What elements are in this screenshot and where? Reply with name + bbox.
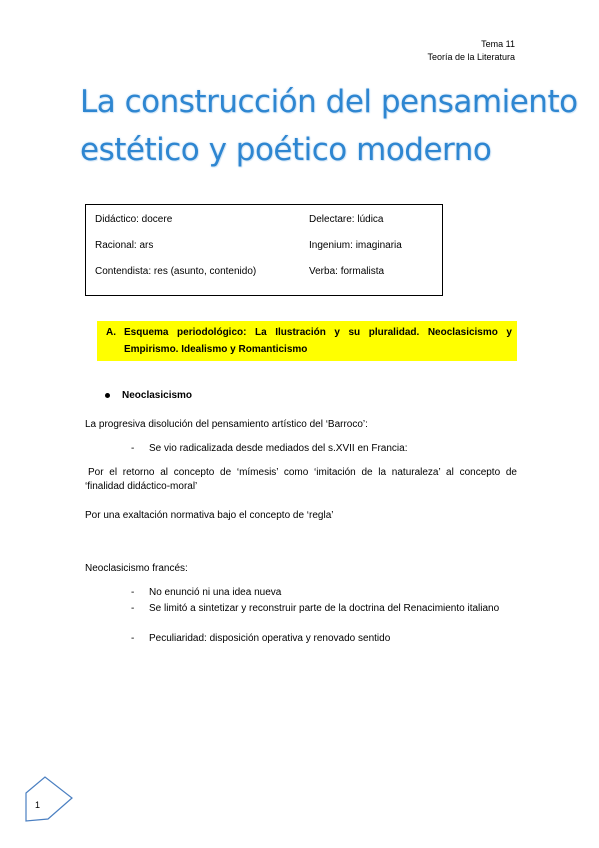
list-item-text: No enunció ni una idea nueva xyxy=(149,587,282,598)
section-a-heading xyxy=(97,321,517,361)
dash-marker: - xyxy=(131,443,135,454)
page-number: 1 xyxy=(35,800,41,810)
box-left-item: Racional: ars xyxy=(95,240,154,251)
list-item-text: Peculiaridad: disposición operativa y renovado sentido xyxy=(149,633,391,644)
bullet-icon xyxy=(105,393,110,398)
dash-marker: - xyxy=(131,603,135,614)
paragraph: La progresiva disolución del pensamiento artístico del ‘Barroco’: xyxy=(85,419,368,430)
box-right-item: Verba: formalista xyxy=(309,266,385,277)
page-title: La construcción del pensamiento estético y poético moderno xyxy=(80,84,578,168)
dash-marker: - xyxy=(131,587,135,598)
box-left-item: Didáctico: docere xyxy=(95,214,173,225)
box-left-item: Contendista: res (asunto, contenido) xyxy=(95,266,257,277)
section-marker: A. xyxy=(106,327,116,338)
box-right-item: Ingenium: imaginaria xyxy=(309,240,402,251)
paragraph: Por el retorno al concepto de ‘mímesis’ como ‘imitación de la naturaleza’ al concepto de ‘finalidad didáctico-moral’ xyxy=(85,467,517,492)
paragraph: Neoclasicismo francés: xyxy=(85,563,188,574)
list-item-text: Se vio radicalizada desde mediados del s.XVII en Francia: xyxy=(149,443,408,454)
concept-box xyxy=(85,204,443,296)
section-heading-text: Esquema periodológico: La Ilustración y su pluralidad. Neoclasicismo y Empirismo. Idealismo y Romanticismo xyxy=(124,327,512,355)
header-subject: Teoría de la Literatura xyxy=(427,52,515,62)
header-topic: Tema 11 xyxy=(481,39,515,49)
list-item xyxy=(131,602,521,632)
dash-marker: - xyxy=(131,633,135,644)
bullet-heading xyxy=(105,390,192,401)
box-right-item: Delectare: lúdica xyxy=(309,214,384,225)
paragraph: Por una exaltación normativa bajo el concepto de ‘regla’ xyxy=(85,510,334,521)
list-item-text: Se limitó a sintetizar y reconstruir parte de la doctrina del Renacimiento italiano xyxy=(149,603,500,614)
page-header xyxy=(427,38,515,64)
page-number-badge-icon xyxy=(22,775,74,827)
bullet-heading-text: Neoclasicismo xyxy=(122,390,193,401)
